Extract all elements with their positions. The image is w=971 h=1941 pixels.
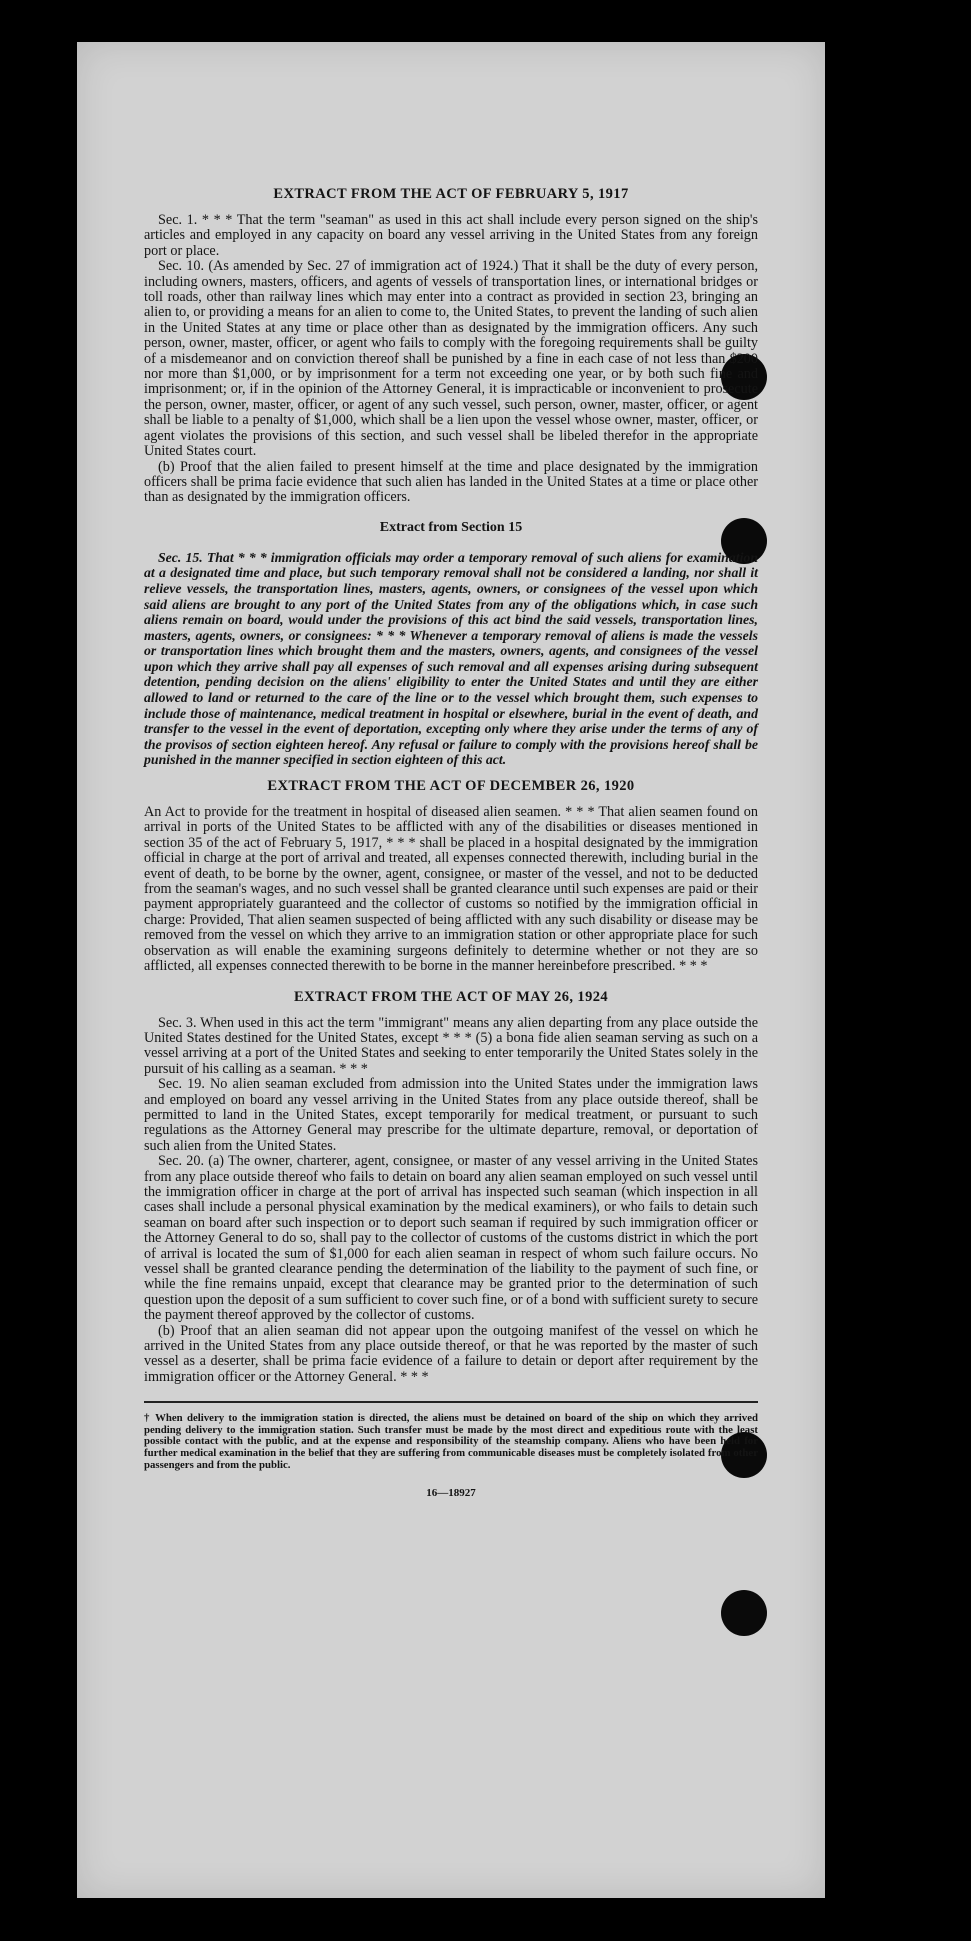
document-body: [144, 186, 758, 1499]
paragraph: Sec. 15. That * * * immigration officials may order a temporary removal of such aliens for examination at a designated time and place, but such temporary removal shall not be considered a landing, nor shall it relieve vessels, the transportation lines, masters, agents, owners, or consignees of the vessel upon which said aliens are brought to any port of the United States from any of the obligations which, in case such aliens remain on board, would under the provisions of this act bind the said vessels, transportation lines, masters, agents, owners, or consignees: * * * Whenever a temporary removal of aliens is made the vessels or transportation lines which brought them and the masters, owners, agents, and consignees of the vessel upon which they arrive shall pay all expenses of such removal and all expenses arising during subsequent detention, pending decision on the aliens' eligibility to enter the United States and until they are either allowed to land or returned to the care of the line or to the vessel which brought them, such expenses to include those of maintenance, medical treatment in hospital or elsewhere, burial in the event of death, and transfer to the vessel in the event of deportation, excepting only where they arise under the terms of any of the provisos of section eighteen hereof. Any refusal or failure to comply with the provisions hereof shall be punished in the manner specified in section eighteen of this act.: [144, 549, 758, 768]
document-page: [77, 42, 825, 1898]
section-subheading: Extract from Section 15: [379, 519, 523, 535]
punch-hole: [721, 1590, 767, 1636]
paragraph: Sec. 19. No alien seaman excluded from admission into the United States under the immigration laws and employed on board any vessel arriving in the United States from any place outside thereof, shall be permitted to land in the United States, except temporarily for medical treatment, or pursuant to such regulations as the Attorney General may prescribe for the ultimate departure, removal, or deportation of such alien from the United States.: [144, 1076, 758, 1154]
footnote-divider: [144, 1401, 758, 1403]
paragraph: Sec. 1. * * * That the term "seaman" as used in this act shall include every person signed on the ship's articles and employed in any capacity on board any vessel arriving in the United States from any foreign port or place.: [144, 212, 758, 259]
form-number: 16—18927: [426, 1487, 476, 1500]
paragraph: Sec. 20. (a) The owner, charterer, agent, consignee, or master of any vessel arriving in the United States from any place outside thereof who fails to detain on board any alien seaman employed on such vessel until the immigration officer in charge at the port of arrival has inspected such seaman (which inspection in all cases shall include a personal physical examination by the medical examiners), or who fails to detain such seaman on board after such inspection or to deport such seaman if required by such immigration officer or the Attorney General to do so, shall pay to the collector of customs of the customs district in which the port of arrival is located the sum of $1,000 for each alien seaman in respect of whom such failure occurs. No vessel shall be granted clearance pending the determination of the liability to the payment of such fine, or while the fine remains unpaid, except that clearance may be granted prior to the determination of such question upon the deposit of a sum sufficient to cover such fine, or of a bond with sufficient surety to secure the payment thereof approved by the collector of customs.: [144, 1153, 758, 1324]
paragraph: (b) Proof that the alien failed to present himself at the time and place designated by the immigration officers shall be prima facie evidence that such alien has landed in the United States at a time or place other than as designated by the immigration officers.: [144, 458, 758, 506]
act-1920-extract: [144, 805, 758, 974]
section-heading: EXTRACT FROM THE ACT OF FEBRUARY 5, 1917: [273, 186, 629, 202]
paragraph: An Act to provide for the treatment in hospital of diseased alien seamen. * * * That alien seamen found on arrival in ports of the United States to be afflicted with any of the disabilities or diseases mentioned in section 35 of the act of February 5, 1917, * * * shall be placed in a hospital designated by the immigration official in charge at the port of arrival and treated, all expenses connected therewith, including burial in the event of death, to be borne by the owner, agent, consignee, or master of the vessel, and not to be deducted from the seaman's wages, and no such vessel shall be granted clearance until such expenses are paid or their payment appropriately guaranteed and the collector of customs so notified by the immigration official in charge: Provided, That alien seamen suspected of being afflicted with any such disability or disease may be removed from the vessel on which they arrive to an immigration station or other appropriate place for such observation as will enable the examining surgeons definitely to determine whether or not they are so afflicted, all expenses connected therewith to be borne in the manner hereinbefore prescribed. * * *: [144, 804, 758, 975]
paragraph: (b) Proof that an alien seaman did not appear upon the outgoing manifest of the vessel on which he arrived in the United States from any place outside thereof, or that he was reported by the master of such vessel as a deserter, shall be prima facie evidence of a failure to detain or deport after requirement by the immigration officer or the Attorney General. * * *: [144, 1322, 758, 1385]
section-heading: EXTRACT FROM THE ACT OF DECEMBER 26, 1920: [267, 778, 635, 795]
paragraph: Sec. 10. (As amended by Sec. 27 of immigration act of 1924.) That it shall be the duty of every person, including owners, masters, officers, and agents of vessels of transportation lines, or international bridges or toll roads, other than railway lines which may enter into a contract as provided in section 23, bringing an alien to, or providing a means for an alien to come to, the United States, to prevent the landing of such alien in the United States at any time or place other than as designated by the immigration officers. Any such person, owner, master, officer, or agent who fails to comply with the foregoing requirements shall be guilty of a misdemeanor and on conviction thereof shall be punished by a fine in each case of not less than $200 nor more than $1,000, or by imprisonment for a term not exceeding one year, or by both such fine and imprisonment; or, if in the opinion of the Attorney General, it is impracticable or inconvenient to prosecute the person, owner, master, officer, or agent of any such vessel, such person, owner, master, officer, or agent shall be liable to a penalty of $1,000, which shall be a lien upon the vessel whose owner, master, officer, or agent violates the provisions of this section, and such vessel shall be libeled therefor in the appropriate United States court.: [144, 258, 758, 460]
section-heading: EXTRACT FROM THE ACT OF MAY 26, 1924: [293, 988, 609, 1005]
act-1917-extract: [144, 213, 758, 506]
footnote: † When delivery to the immigration station is directed, the aliens must be detained on board of the ship on which they arrived pending delivery to the immigration station. Such transfer must be made by the most direct and expeditious route with the least possible contact with the public, and at the expense and responsibility of the steamship company. Aliens who have been held for further medical examination in the belief that they are suffering from communicable diseases must be completely isolated from other passengers and from the public.: [144, 1412, 758, 1471]
act-1924-extract: [144, 1016, 758, 1386]
paragraph: Sec. 3. When used in this act the term "immigrant" means any alien departing from any place outside the United States destined for the United States, except * * * (5) a bona fide alien seaman serving as such on a vessel arriving at a port of the United States and seeking to enter temporarily the United States solely in the pursuit of his calling as a seaman. * * *: [144, 1014, 758, 1077]
